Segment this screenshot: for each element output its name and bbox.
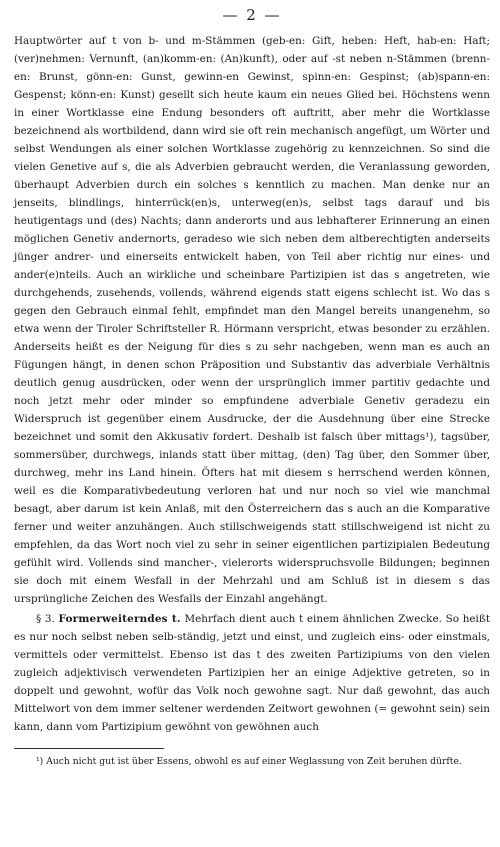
section-title: Formerweiterndes t. (58, 613, 181, 625)
section-paragraph (14, 610, 490, 736)
section-text: Mehrfach dient auch t einem ähnlichen Zwecke. So heißt es nur noch selbst neben selb-ständig, jetzt und einst, und zugleich eins- oder einstmals, vermittels oder vermittelst. Ebenso ist das t des zweiten Partizipiums von den vielen zugleich adjektivisch verwendeten Partizipien her an einige Adjektive getreten, so in doppelt und gewohnt, wofür das Volk noch gewohne sagt. Nur daß gewohnt, das auch Mittelwort von dem immer seltener werdenden Zeitwort gewohnen (= gewohnt sein) sein kann, dann vom Partizipium gewöhnt von gewöhnen auch (14, 613, 490, 733)
footnote-divider (14, 748, 164, 749)
footnote: ¹) Auch nicht gut ist über Essens, obwohl es auf einer Weglassung von Zeit beruhen dürfte. (36, 756, 462, 767)
body-paragraph: Hauptwörter auf t von b- und m-Stämmen (geb-en: Gift, heben: Heft, hab-en: Haft; (ver)nehmen: Vernunft, (an)komm-en: (An)kunft), oder auf -st neben n-Stämmen (brenn-en: Brunst, gönn-en: Gunst, gewinn-en Gewinst, spinn-en: Gespinst; (ab)spann-en: Gespenst; könn-en: Kunst) gesellt sich heute kaum ein neues Glied bei. Höchstens wenn in einer Wortklasse eine Endung besonders oft auftritt, aber mehr die Wortklasse bezeichnend als wortbildend, dann wird sie oft rein mechanisch angefügt, um Wörter und selbst Wendungen als einer solchen Wortklasse zugehörig zu kennzeichnen. So sind die vielen Genetive auf s, die als Adverbien gebraucht werden, die Veranlassung geworden, überhaupt Adverbien durch ein solches s kenntlich zu machen. Man denke nur an jenseits, blindlings, hinterrück(en)s, unterweg(en)s, selbst tags darauf und bis heutigentags und (des) Nachts; dann anderorts und aus lebhafterer Erinnerung an einen möglichen Genetiv andernorts, geradeso wie sich neben dem altberechtigten anderseits jünger andrer- und einerseits entwickelt haben, von Teil aber richtig nur eines- und ander(e)nteils. Auch an wirkliche und scheinbare Partizipien ist das s angetreten, wie durchgehends, zusehends, vollends, während eigends statt eigens schlecht ist. Wo das s gegen den Gebrauch einmal fehlt, empfindet man den Mangel bereits unangenehm, so etwa wenn der Tiroler Schriftsteller R. Hörmann verspricht, etwas besonder zu erzählen. Anderseits heißt es der Neigung für dies s zu sehr nachgeben, wenn man es auch an Fügungen hängt, in denen schon Präposition und Substantiv das adverbiale Verhältnis deutlich genug ausdrücken, oder wenn der ursprünglich immer partitiv gedachte und noch jetzt mehr oder minder so empfundene adverbiale Genetiv geradezu ein Widerspruch ist gegenüber einem Ausdrucke, der die Ausdehnung über eine Strecke bezeichnet und somit den Akkusativ fordert. Deshalb ist falsch über mittags¹), tagsüber, sommersüber, durchwegs, inlands statt über mittag, (den) Tag über, den Sommer über, durchweg, mehr ins Land hinein. Öfters hat mit diesem s herrschend werden können, weil es die Komparativbedeutung verloren hat und nur noch so viel wie manchmal besagt, aber darum ist kein Anlaß, mit den Österreichern das s auch an die Komparative ferner und weiter anzuhängen. Auch stillschweigends statt stillschweigend ist nicht zu empfehlen, da das Wort noch viel zu sehr in seiner eigentlichen partizipialen Bedeutung gefühlt wird. Vollends sind mancher-, vielerorts widerspruchsvolle Bildungen; beginnen sie doch mit einem Wesfall in der Mehrzahl und am Schluß ist in diesem s das ursprüngliche Zeichen des Wesfalls der Einzahl angehängt. (14, 35, 490, 605)
page-number: — 2 — (222, 6, 282, 24)
section-number: § 3. (36, 613, 55, 625)
